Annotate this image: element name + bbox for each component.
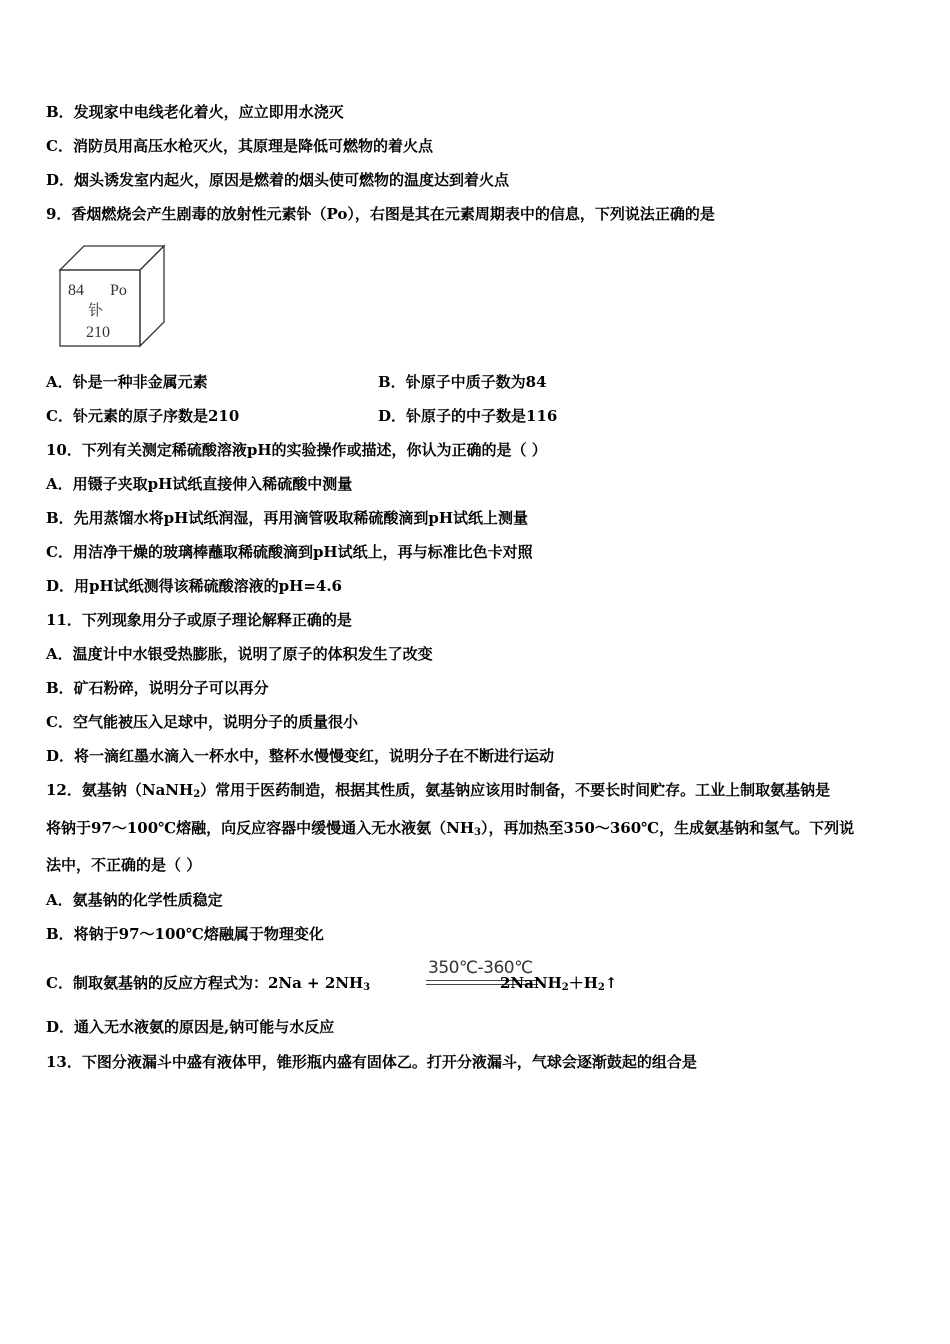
q10-option-d: D．用pH试纸测得该稀硫酸溶液的pH=4.6: [46, 577, 342, 595]
q8-option-c: C．消防员用高压水枪灭火，其原理是降低可燃物的着火点: [46, 137, 433, 155]
equation-products: $2NaNH_2+H_2↑$: [500, 974, 618, 993]
q12-option-d: D．通入无水液氨的原因是,钠可能与水反应: [46, 1018, 335, 1036]
q11-option-d: D．将一滴红墨水滴入一杯水中，整杯水慢慢变红，说明分子在不断进行运动: [46, 747, 555, 765]
element-number: 84: [68, 282, 84, 299]
q11-option-b: B．矿石粉碎，说明分子可以再分: [46, 679, 269, 697]
q9-option-d: D．钋原子的中子数是116: [378, 407, 558, 425]
q11-stem: 11．下列现象用分子或原子理论解释正确的是: [46, 611, 352, 629]
q13-stem: 13．下图分液漏斗中盛有液体甲，锥形瓶内盛有固体乙。打开分液漏斗，气球会逐渐鼓起的组合是: [46, 1053, 697, 1071]
q8-option-d: D．烟头诱发室内起火，原因是燃着的烟头使可燃物的温度达到着火点: [46, 171, 510, 189]
q12-option-a: A．氨基钠的化学性质稳定: [46, 891, 223, 909]
q12-stem-line1: 12．氨基钠（NaNH$_2$）常用于医药制造，根据其性质，氨基钠应该用时制备，不要长时间贮存。工业上制取氨基钠是: [46, 781, 831, 800]
q12-stem-line3: 法中，不正确的是（ ）: [46, 856, 202, 874]
q12-option-b: B．将钠于97～100℃熔融属于物理变化: [46, 925, 324, 943]
equation-reactants: C．制取氨基钠的反应方程式为：$2Na + 2NH_3$: [46, 974, 371, 993]
q9-option-b: B．钋原子中质子数为84: [378, 373, 547, 391]
q11-option-a: A．温度计中水银受热膨胀，说明了原子的体积发生了改变: [46, 645, 433, 663]
q10-option-a: A．用镊子夹取pH试纸直接伸入稀硫酸中测量: [46, 475, 353, 493]
q12-stem-line2: 将钠于97～100℃熔融，向反应容器中缓慢通入无水液氨$(NH_3)$，再加热至350～360℃，生成氨基钠和氢气。下列说: [46, 819, 855, 838]
q8-option-b: B．发现家中电线老化着火，应立即用水浇灭: [46, 103, 344, 121]
q10-option-c: C．用洁净干燥的玻璃棒蘸取稀硫酸滴到pH试纸上，再与标准比色卡对照: [46, 543, 533, 561]
q9-option-c: C．钋元素的原子序数是210: [46, 407, 240, 425]
q9-stem: 9．香烟燃烧会产生剧毒的放射性元素钋（Po），右图是其在元素周期表中的信息，下列说法正确的是: [46, 205, 715, 223]
element-symbol: Po: [110, 282, 127, 299]
element-mass: 210: [86, 324, 110, 341]
q10-option-b: B．先用蒸馏水将pH试纸润湿，再用滴管吸取稀硫酸滴到pH试纸上测量: [46, 509, 529, 527]
q9-option-a: A．钋是一种非金属元素: [46, 373, 208, 391]
q11-option-c: C．空气能被压入足球中，说明分子的质量很小: [46, 713, 358, 731]
element-name: 钋: [88, 301, 104, 319]
polonium-element-card: [58, 244, 166, 348]
reaction-condition: 350℃-360℃: [428, 958, 533, 978]
q10-stem: 10．下列有关测定稀硫酸溶液pH的实验操作或描述，你认为正确的是（ ）: [46, 441, 547, 459]
